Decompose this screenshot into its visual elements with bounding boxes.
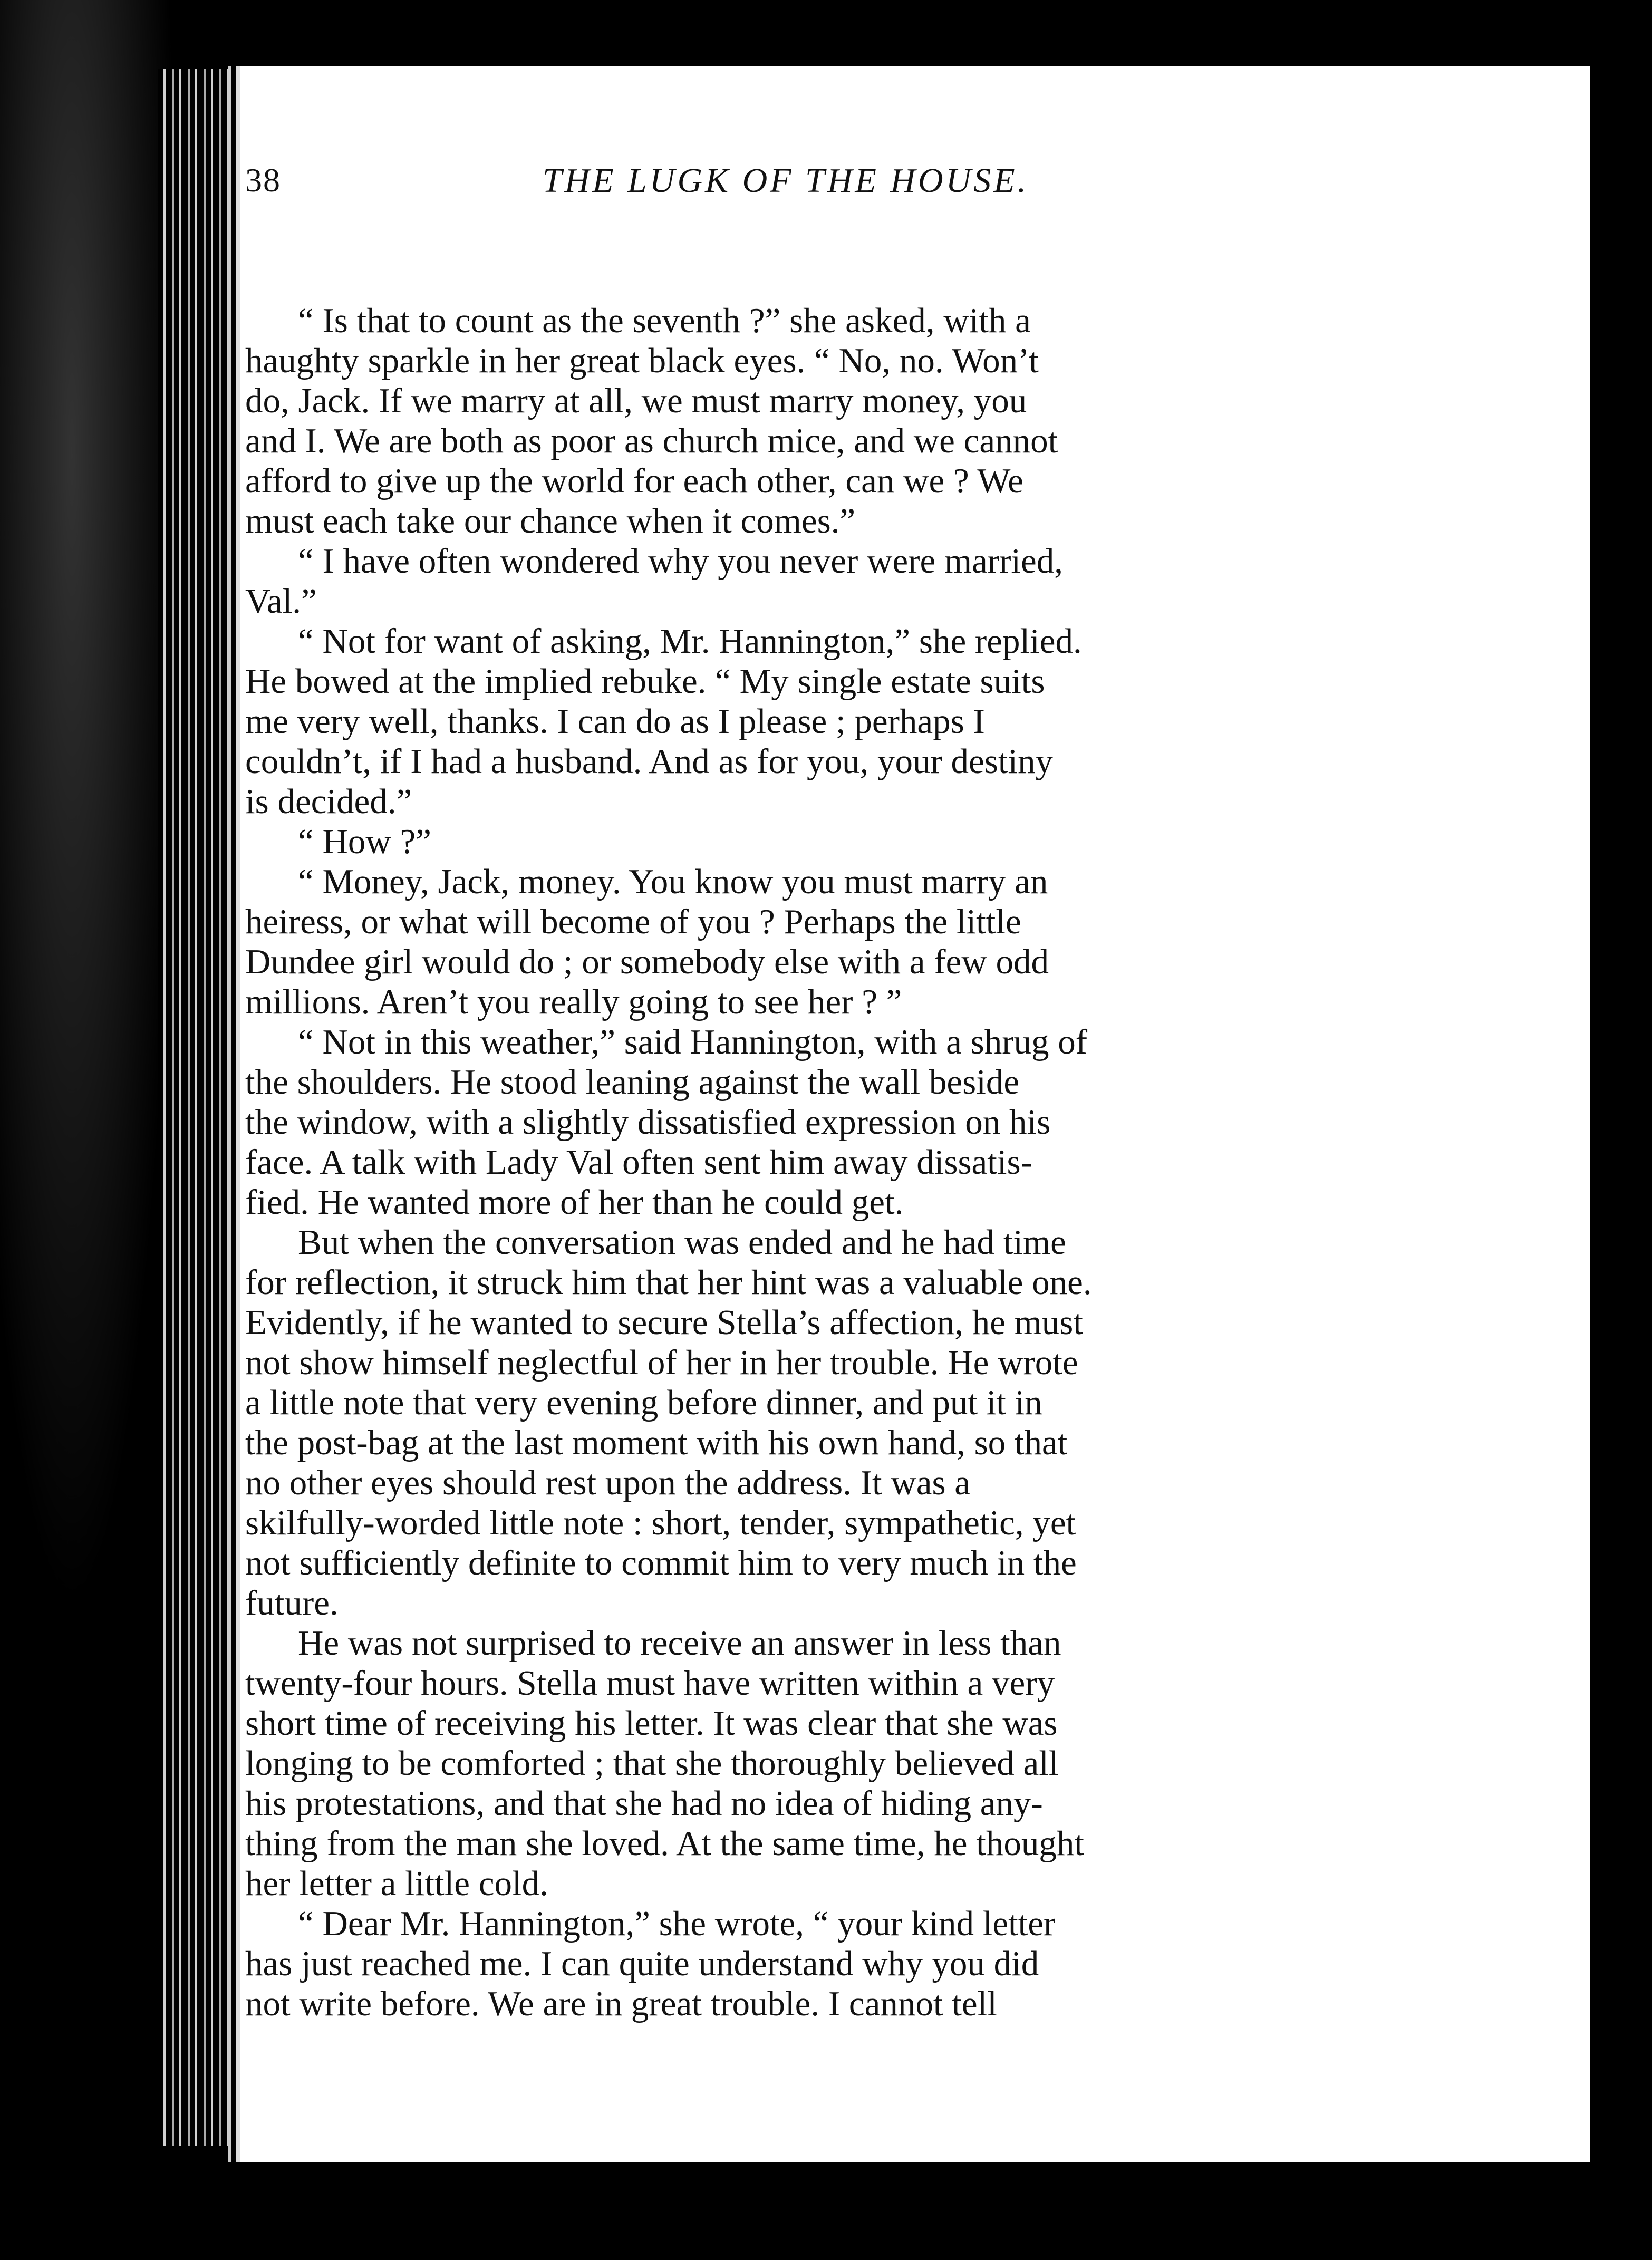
text-line: skilfully-worded little note : short, tender, sympathetic, yet	[245, 1503, 1076, 1542]
text-line: and I. We are both as poor as church mice, and we cannot	[245, 421, 1058, 460]
text-line: He was not surprised to receive an answer in less than	[298, 1624, 1061, 1663]
text-line: “ Not in this weather,” said Hannington, with a shrug of	[298, 1022, 1088, 1061]
page-header	[245, 161, 1326, 219]
text-line: must each take our chance when it comes.”	[245, 501, 856, 540]
text-line: couldn’t, if I had a husband. And as for you, your destiny	[245, 742, 1054, 781]
text-line: no other eyes should rest upon the address. It was a	[245, 1463, 971, 1502]
page-number: 38	[245, 161, 281, 199]
text-line: twenty-four hours. Stella must have written within a very	[245, 1664, 1055, 1703]
text-line: “ Dear Mr. Hannington,” she wrote, “ your kind letter	[298, 1904, 1056, 1943]
text-line: not write before. We are in great trouble. I cannot tell	[245, 1984, 997, 2023]
text-line: fied. He wanted more of her than he could get.	[245, 1183, 904, 1222]
text-line: Dundee girl would do ; or somebody else with a few odd	[245, 942, 1049, 981]
text-line: “ How ?”	[298, 822, 431, 861]
text-line: Val.”	[245, 582, 317, 621]
text-line: “ Is that to count as the seventh ?” she asked, with a	[298, 301, 1031, 340]
text-line: millions. Aren’t you really going to see her ? ”	[245, 982, 902, 1021]
text-line: “ I have often wondered why you never were married,	[298, 542, 1064, 581]
body-text	[245, 301, 1558, 2024]
text-line: his protestations, and that she had no idea of hiding any-	[245, 1784, 1043, 1823]
text-line: the window, with a slightly dissatisfied expression on his	[245, 1103, 1051, 1142]
text-line: face. A talk with Lady Val often sent him away dissatis-	[245, 1143, 1032, 1182]
text-line: thing from the man she loved. At the same time, he thought	[245, 1824, 1084, 1863]
text-line: But when the conversation was ended and he had time	[298, 1223, 1066, 1262]
text-line: me very well, thanks. I can do as I please ; perhaps I	[245, 702, 985, 741]
text-line: the shoulders. He stood leaning against the wall beside	[245, 1063, 1020, 1102]
running-title: THE LUGK OF THE HOUSE.	[542, 161, 1029, 200]
text-line: longing to be comforted ; that she thoroughly believed all	[245, 1744, 1059, 1783]
text-line: future.	[245, 1583, 339, 1622]
text-line: short time of receiving his letter. It was clear that she was	[245, 1704, 1058, 1743]
text-line: haughty sparkle in her great black eyes. “ No, no. Won’t	[245, 341, 1039, 380]
text-line: for reflection, it struck him that her hint was a valuable one.	[245, 1263, 1092, 1302]
text-line: afford to give up the world for each other, can we ? We	[245, 461, 1023, 500]
text-line: is decided.”	[245, 782, 412, 821]
text-line: not sufficiently definite to commit him to very much in the	[245, 1543, 1077, 1582]
text-line: “ Not for want of asking, Mr. Hannington,” she replied.	[298, 622, 1082, 661]
text-line: has just reached me. I can quite understand why you did	[245, 1944, 1039, 1983]
text-line: He bowed at the implied rebuke. “ My single estate suits	[245, 662, 1045, 701]
text-line: her letter a little cold.	[245, 1864, 548, 1903]
text-line: heiress, or what will become of you ? Perhaps the little	[245, 902, 1021, 941]
text-line: a little note that very evening before dinner, and put it in	[245, 1383, 1042, 1422]
text-line: not show himself neglectful of her in her trouble. He wrote	[245, 1343, 1078, 1382]
text-line: the post-bag at the last moment with his own hand, so that	[245, 1423, 1068, 1462]
text-line: Evidently, if he wanted to secure Stella’s affection, he must	[245, 1303, 1083, 1342]
text-line: do, Jack. If we marry at all, we must marry money, you	[245, 381, 1027, 420]
text-line: “ Money, Jack, money. You know you must marry an	[298, 862, 1048, 901]
